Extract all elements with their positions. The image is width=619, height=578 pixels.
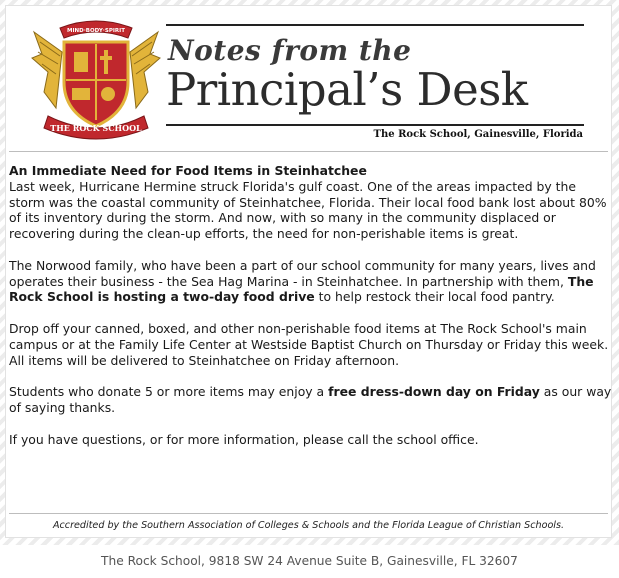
- header-title-line2: Principal’s Desk: [166, 63, 528, 116]
- crest-ribbon-text: THE ROCK SCHOOL: [50, 123, 142, 133]
- header-divider: [9, 151, 608, 152]
- header-subline: The Rock School, Gainesville, Florida: [373, 129, 583, 140]
- paragraph-4-bold: free dress-down day on Friday: [328, 384, 540, 400]
- newsletter-card: [5, 5, 612, 538]
- article-paragraph-3: Drop off your canned, boxed, and other non-perishable food items at The Rock School's main campus or at the Family Life Center at Westside Baptist Church on Thursday or Friday this week. All items will be delivered to Steinhatchee on Friday afternoon.: [9, 320, 609, 368]
- paragraph-2-text-end: to help restock their local food pantry.: [314, 289, 555, 305]
- header-rule-bottom: [166, 124, 584, 126]
- article-paragraph-1: Last week, Hurricane Hermine struck Florida's gulf coast. One of the areas impacted by the storm was the coastal community of Steinhatchee, Florida. Their local food bank lost about 80% of its inventory during the storm. And now, with so many in the community displaced or recovering during the clean-up efforts, the need for non-perishable items is great.: [9, 178, 607, 242]
- school-crest-logo: [26, 12, 166, 140]
- paragraph-4-text-end: as our way of saying thanks.: [9, 384, 612, 415]
- article-paragraph-2: [9, 258, 612, 305]
- article-paragraph-5: If you have questions, or for more information, please call the school office.: [9, 431, 479, 447]
- paragraph-2-bold: The Rock School is hosting a two-day food drive: [9, 273, 594, 305]
- article-paragraph-4: [9, 384, 612, 416]
- accreditation-note: Accredited by the Southern Association of Colleges & Schools and the Florida League of Christian Schools.: [52, 520, 565, 531]
- header-rule-top: [166, 24, 584, 26]
- article-heading: An Immediate Need for Food Items in Steinhatchee: [9, 163, 367, 178]
- school-address: The Rock School, 9818 SW 24 Avenue Suite B, Gainesville, FL 32607: [101, 554, 518, 568]
- article-body: [9, 163, 612, 463]
- footer-divider: [9, 513, 608, 514]
- paragraph-4-text-start: Students who donate 5 or more items may enjoy a: [9, 384, 329, 400]
- svg-text:MIND·BODY·SPIRIT: MIND·BODY·SPIRIT: [67, 28, 125, 34]
- paragraph-2-text-start: The Norwood family, who have been a part of our school community for many years, lives and operates their business - the Sea Hag Marina - in Steinhatchee. In partnership with them,: [9, 257, 596, 289]
- header-title-line1: Notes from the: [168, 34, 412, 67]
